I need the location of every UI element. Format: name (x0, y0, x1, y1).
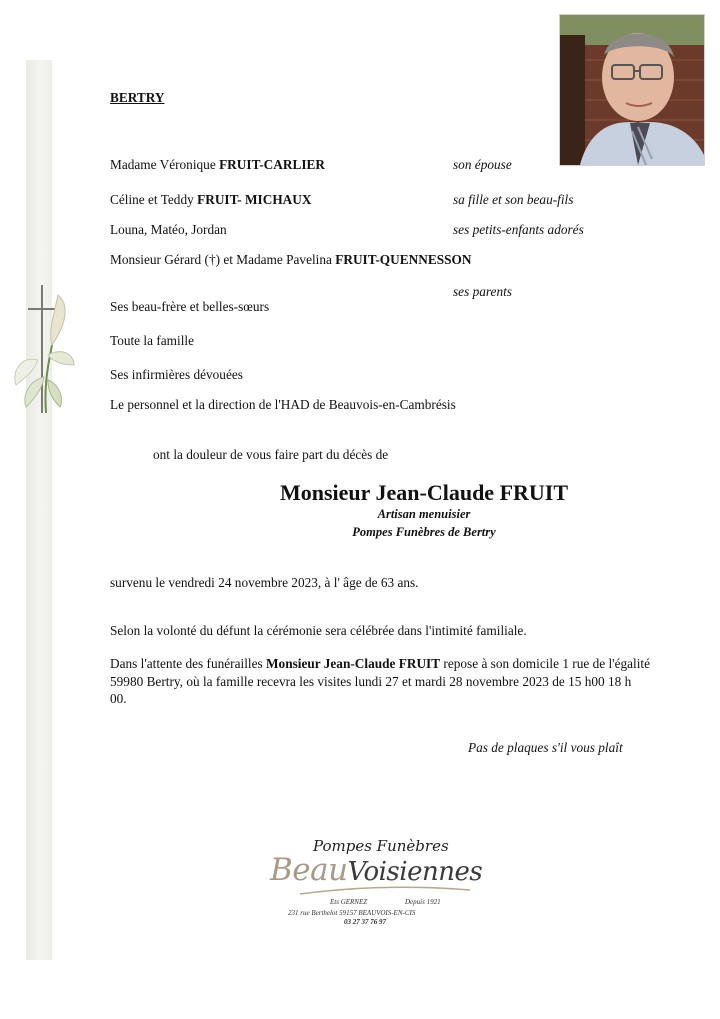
no-plaques-note: Pas de plaques s'il vous plaît (468, 740, 623, 755)
relative-line: Ses infirmières dévouées (110, 367, 243, 382)
deceased-name: Monsieur Jean-Claude FRUIT (279, 480, 569, 505)
relative-line: Louna, Matéo, Jordan (110, 222, 227, 237)
logo-establishment: Ets GERNEZ (330, 898, 368, 906)
logo-address: 231 rue Berthelot 59157 BEAUVOIS-EN-CIS (288, 909, 416, 917)
relative-role: son épouse (453, 157, 512, 172)
funeral-details: Dans l'attente des funérailles Monsieur Jean-Claude FRUIT repose à son domicile 1 rue de l'égalité 59980 Bertry, où la famille recevra les visites lundi 27 et mardi 28 novembre 2023 de 15 h00 18 h 00. (110, 656, 651, 706)
logo-phone: 03 27 37 76 97 (344, 918, 386, 926)
logo-swoosh-icon (300, 886, 470, 896)
relative-line: Ses beau-frère et belles-sœurs (110, 299, 270, 314)
deceased-occupation: Artisan menuisier (377, 507, 471, 521)
relative-line: Toute la famille (110, 333, 194, 348)
logo-top-text: Pompes Funèbres (313, 837, 449, 855)
relative-line: Monsieur Gérard (†) et Madame Pavelina FRUIT-QUENNESSON (110, 252, 472, 267)
lily-cross-icon (8, 285, 78, 420)
relative-line: Céline et Teddy FRUIT- MICHAUX (110, 192, 312, 207)
relative-role: ses petits-enfants adorés (453, 222, 584, 237)
deceased-photo (559, 14, 705, 166)
announcement-intro: ont la douleur de vous faire part du décès de (153, 447, 389, 462)
logo-since: Depuis 1921 (405, 898, 441, 906)
relative-role: sa fille et son beau-fils (453, 192, 574, 207)
town-heading: BERTRY (110, 90, 165, 105)
ceremony-details: Selon la volonté du défunt la cérémonie sera célébrée dans l'intimité familiale. (110, 623, 527, 638)
deceased-employer: Pompes Funèbres de Bertry (352, 525, 496, 539)
relative-role: ses parents (453, 284, 512, 299)
funeral-home-logo: BeauVoisiennes (270, 852, 483, 888)
death-details: survenu le vendredi 24 novembre 2023, à l' âge de 63 ans. (110, 575, 419, 590)
relative-line: Madame Véronique FRUIT-CARLIER (110, 157, 325, 172)
relative-line: Le personnel et la direction de l'HAD de Beauvois-en-Cambrésis (110, 397, 456, 412)
